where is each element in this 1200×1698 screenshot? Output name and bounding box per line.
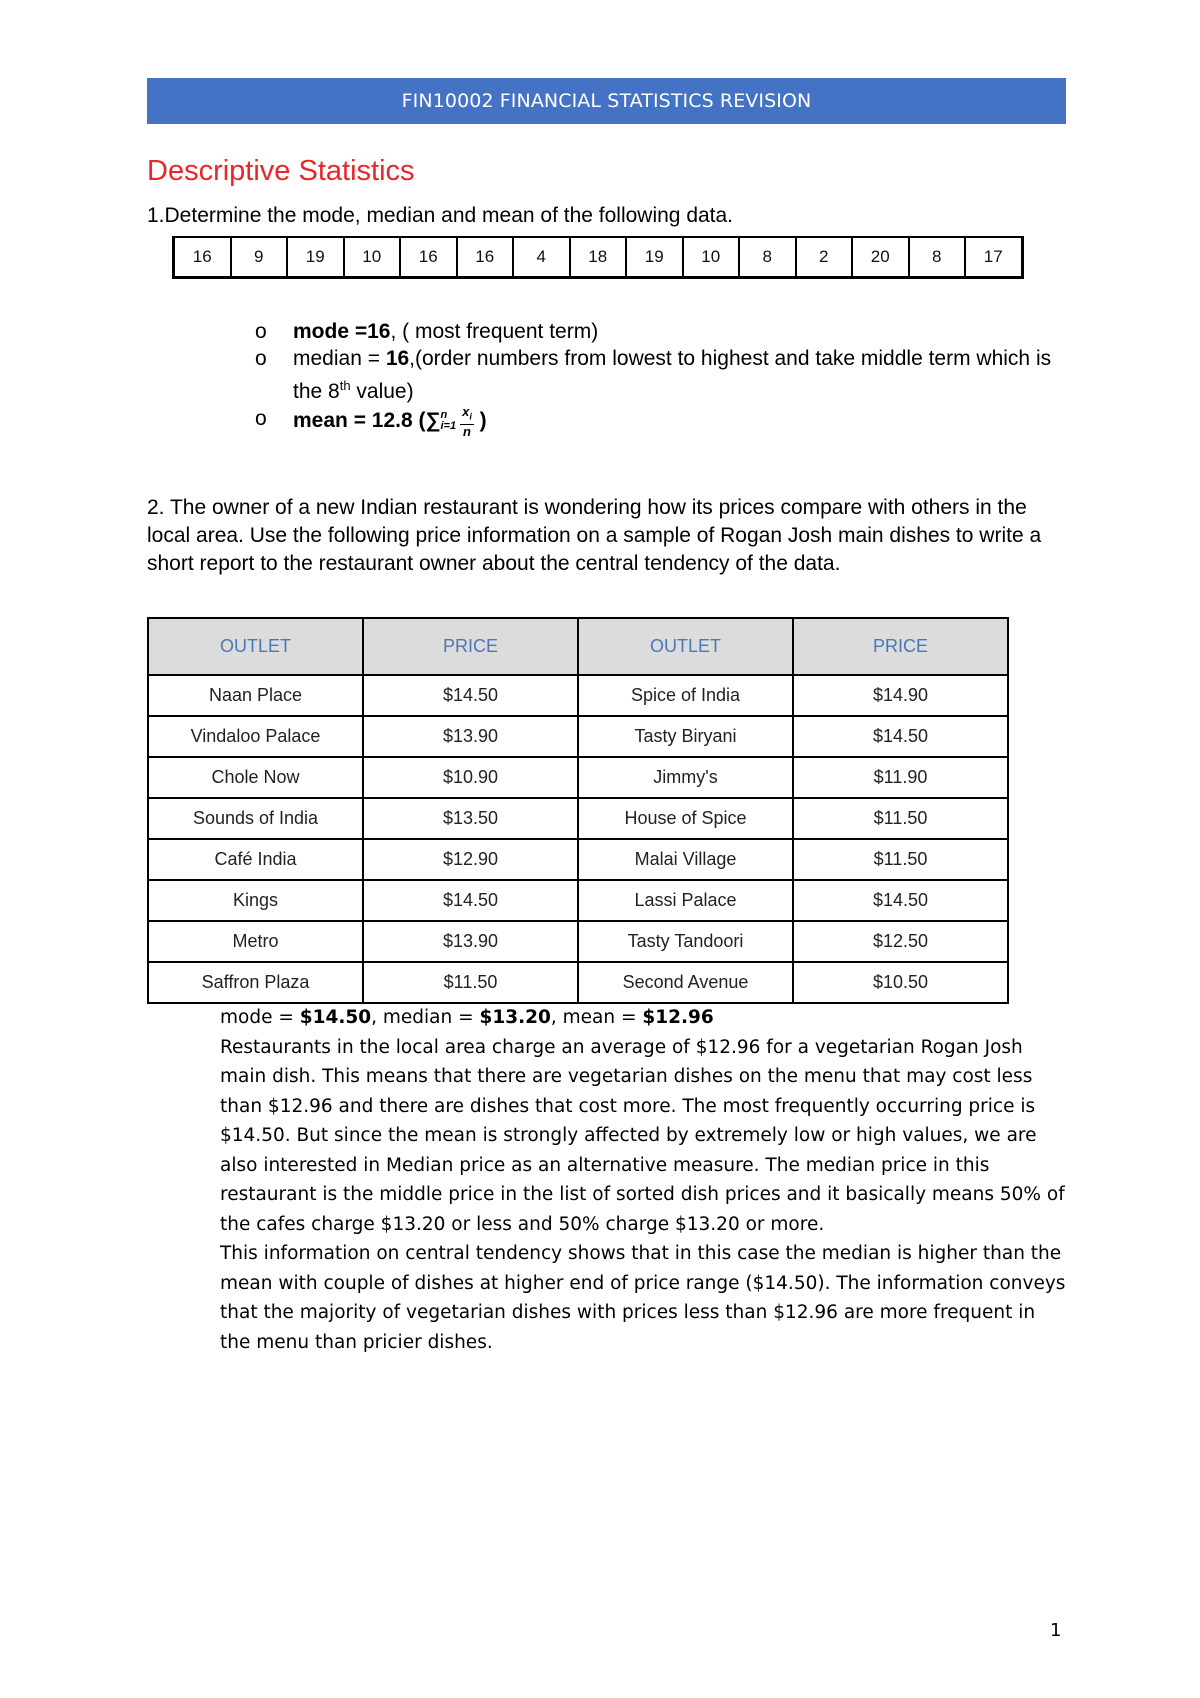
outlet-cell: Naan Place — [148, 675, 363, 716]
column-header: PRICE — [363, 618, 578, 675]
median-value: 16 — [385, 347, 410, 370]
bullet-mark: o — [255, 347, 267, 370]
data-cell: 10 — [344, 237, 401, 278]
outlet-cell: House of Spice — [578, 798, 793, 839]
outlet-cell: Metro — [148, 921, 363, 962]
median-note: ,(order numbers from lowest to highest and take middle term which is the 8 — [293, 347, 1052, 403]
table-row — [148, 880, 1008, 921]
median-note-end: value) — [350, 380, 414, 403]
price-table-body — [148, 675, 1008, 1003]
fraction-denominator: n — [462, 423, 471, 439]
price-cell: $14.50 — [363, 675, 578, 716]
mode-bullet — [255, 318, 1073, 345]
mean-close: ) — [473, 408, 487, 432]
outlet-cell: Tasty Biryani — [578, 716, 793, 757]
table-row — [148, 798, 1008, 839]
question-2-prompt: 2. The owner of a new Indian restaurant is wondering how its prices compare with others in the local area. Use the following price information on a sample of Rogan Josh main dishes to write a short report to the restaurant owner about the central tendency of the data. — [147, 496, 1042, 575]
data-row — [174, 237, 1023, 278]
outlet-cell: Lassi Palace — [578, 880, 793, 921]
price-cell: $14.50 — [363, 880, 578, 921]
sum-upper: n — [440, 409, 448, 422]
summary-median-label: , median = — [371, 1007, 480, 1028]
data-cell: 16 — [457, 237, 514, 278]
sum-limits — [440, 410, 456, 432]
price-cell: $10.90 — [363, 757, 578, 798]
price-table — [147, 617, 1009, 1004]
summary-mode-label: mode = — [220, 1007, 300, 1028]
table-row — [148, 839, 1008, 880]
question-1-data-table — [172, 236, 1024, 279]
price-cell: $14.50 — [793, 716, 1008, 757]
price-cell: $10.50 — [793, 962, 1008, 1003]
data-cell: 19 — [626, 237, 683, 278]
bullet-mark: o — [255, 407, 267, 430]
summary-mode-value: $14.50 — [299, 1007, 372, 1028]
outlet-cell: Jimmy's — [578, 757, 793, 798]
table-row — [148, 962, 1008, 1003]
question-1-answers — [255, 318, 1073, 438]
data-cell: 20 — [852, 237, 909, 278]
outlet-cell: Spice of India — [578, 675, 793, 716]
question-1-prompt: 1.Determine the mode, median and mean of the following data. — [147, 204, 734, 227]
price-table-header-row — [148, 618, 1008, 675]
price-cell: $14.50 — [793, 880, 1008, 921]
column-header: OUTLET — [578, 618, 793, 675]
outlet-cell: Kings — [148, 880, 363, 921]
numerator-x: x — [462, 404, 470, 419]
sum-lower: i=1 — [440, 420, 457, 433]
median-label: median = — [293, 347, 386, 370]
price-cell: $14.90 — [793, 675, 1008, 716]
table-row — [148, 757, 1008, 798]
outlet-cell: Vindaloo Palace — [148, 716, 363, 757]
answer-summary — [220, 1003, 1070, 1033]
price-cell: $12.90 — [363, 839, 578, 880]
mean-bullet — [255, 405, 1073, 438]
price-cell: $11.50 — [363, 962, 578, 1003]
sum-symbol: ∑ — [425, 408, 441, 432]
data-cell: 10 — [683, 237, 740, 278]
mode-label: mode = — [293, 320, 368, 343]
data-cell: 16 — [400, 237, 457, 278]
mode-value: 16 — [367, 320, 391, 343]
data-cell: 2 — [796, 237, 853, 278]
outlet-cell: Tasty Tandoori — [578, 921, 793, 962]
answer-paragraph-1: Restaurants in the local area charge an average of $12.96 for a vegetarian Rogan Josh main dish. This means that there are vegetarian dishes on the menu that may cost less than $12.96 and there are dishes that cost more. The most frequently occurring price is $14.50. But since the mean is strongly affected by extremely low or high values, we are also interested in Median price as an alternative measure. The median price in this restaurant is the middle price in the list of sorted dish prices and it basically means 50% of the cafes charge $13.20 or less and 50% charge $13.20 or more. — [220, 1036, 1065, 1235]
summary-median-value: $13.20 — [479, 1007, 551, 1028]
price-cell: $11.50 — [793, 839, 1008, 880]
outlet-cell: Sounds of India — [148, 798, 363, 839]
outlet-cell: Chole Now — [148, 757, 363, 798]
question-2-answer — [220, 1003, 1070, 1357]
price-cell: $13.90 — [363, 716, 578, 757]
answer-paragraph-2: This information on central tendency shows that in this case the median is higher than the mean with couple of dishes at higher end of price range ($14.50). The information conveys that the majority of vegetarian dishes with prices less than $12.96 are more frequent in the menu than pricier dishes. — [220, 1243, 1066, 1353]
table-row — [148, 716, 1008, 757]
data-cell: 17 — [965, 237, 1022, 278]
data-cell: 9 — [231, 237, 288, 278]
median-superscript: th — [339, 378, 351, 393]
summary-mean-label: , mean = — [550, 1007, 643, 1028]
data-cell: 18 — [570, 237, 627, 278]
column-header: PRICE — [793, 618, 1008, 675]
page-number: 1 — [1050, 1620, 1062, 1641]
header-title: FIN10002 FINANCIAL STATISTICS REVISION — [401, 90, 812, 112]
outlet-cell: Saffron Plaza — [148, 962, 363, 1003]
price-cell: $11.50 — [793, 798, 1008, 839]
price-cell: $11.90 — [793, 757, 1008, 798]
data-cell: 16 — [192, 247, 212, 266]
mean-label: mean = 12.8 ( — [293, 408, 426, 432]
table-row — [148, 921, 1008, 962]
median-bullet — [255, 345, 1073, 405]
data-cell: 4 — [513, 237, 570, 278]
summary-mean-value: $12.96 — [642, 1007, 714, 1028]
outlet-cell: Malai Village — [578, 839, 793, 880]
document-header — [147, 78, 1066, 124]
mode-note: , ( most frequent term) — [390, 320, 599, 343]
column-header: OUTLET — [148, 618, 363, 675]
outlet-cell: Café India — [148, 839, 363, 880]
price-cell: $12.50 — [793, 921, 1008, 962]
data-cell: 8 — [909, 237, 966, 278]
fraction — [460, 405, 474, 438]
fraction-numerator — [460, 405, 474, 425]
data-cell: 8 — [739, 237, 796, 278]
outlet-cell: Second Avenue — [578, 962, 793, 1003]
table-row — [148, 675, 1008, 716]
price-cell: $13.50 — [363, 798, 578, 839]
price-cell: $13.90 — [363, 921, 578, 962]
section-title: Descriptive Statistics — [147, 155, 415, 187]
numerator-sub: i — [469, 411, 472, 422]
bullet-mark: o — [255, 320, 267, 343]
data-cell: 19 — [287, 237, 344, 278]
